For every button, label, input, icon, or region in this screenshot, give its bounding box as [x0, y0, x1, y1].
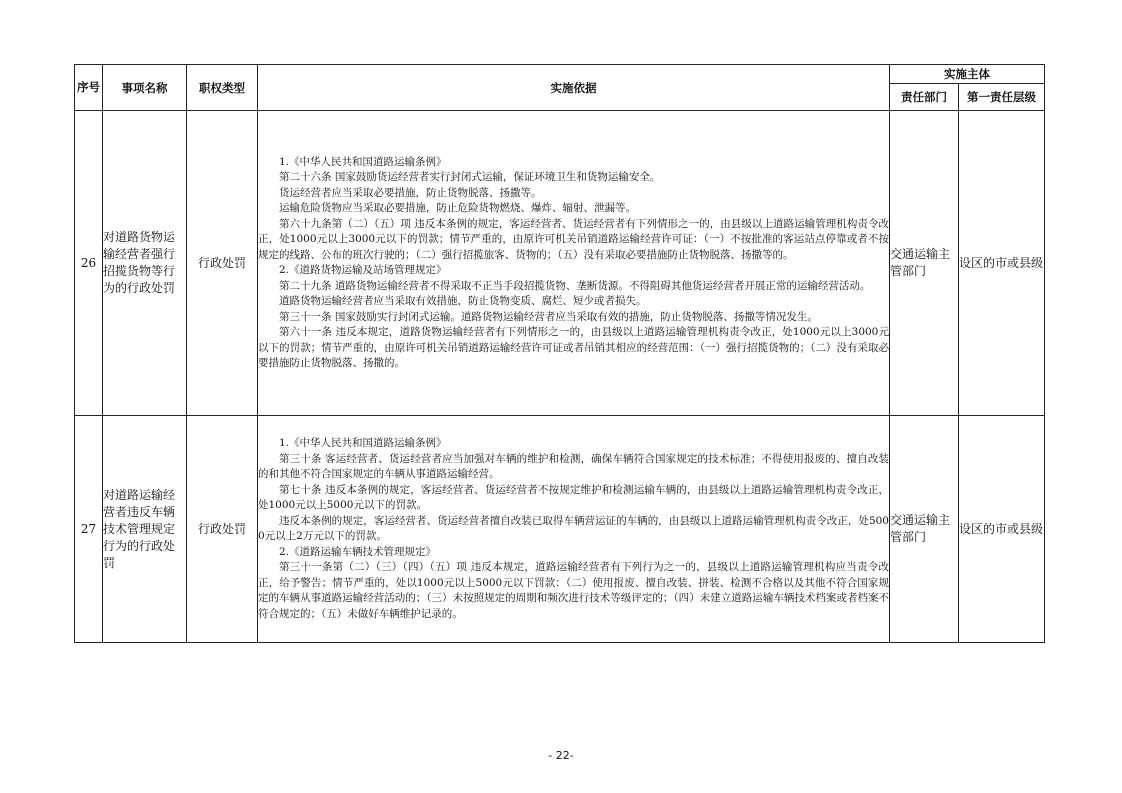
basis-paragraph: 2.《道路货物运输及站场管理规定》 — [279, 264, 447, 276]
table-row — [75, 111, 1045, 416]
table-row — [75, 416, 1045, 643]
basis-paragraph: 第三十条 客运经营者、货运经营者应当加强对车辆的维护和检测，确保车辆符合国家规定的技术标准；不得使用报废的、擅自改装的和其他不符合国家规定的车辆从事道路运输经营。 — [258, 452, 889, 480]
basis-paragraph: 道路货物运输经营者应当采取有效措施，防止货物变质、腐烂、短少或者损失。 — [279, 295, 647, 307]
enforcement-items-table — [74, 64, 1045, 643]
basis-paragraph: 第三十一条 国家鼓励实行封闭式运输。道路货物运输经营者应当采取有效的措施，防止货物脱落、扬撒等情况发生。 — [279, 310, 818, 323]
header-level: 第一责任层级 — [959, 84, 1045, 111]
row-seq: 27 — [75, 416, 103, 643]
row-dept: 交通运输主管部门 — [890, 111, 959, 416]
row-level: 设区的市或县级 — [959, 416, 1045, 643]
basis-paragraph: 运输危险货物应当采取必要措施，防止危险货物燃烧、爆炸、辐射、泄漏等。 — [279, 202, 636, 214]
header-dept: 责任部门 — [890, 84, 959, 111]
basis-paragraph: 第三十一条第（二）（三）（四）（五）项 违反本规定，道路运输经营者有下列行为之一的，县级以上道路运输管理机构应当责令改正，给予警告；情节严重的，处以1000元以上5000元以下罚款：（二）使用报废、擅自改装、拼装、检测不合格以及其他不符合国家规定的车辆从事道路运输经营活动的；（三）未按照规定的周期和频次进行技术等级评定的；（四）未建立道路运输车辆技术档案或者档案不符合规定的；（五）未做好车辆维护记录的。 — [258, 561, 889, 620]
basis-paragraph: 第七十条 违反本条例的规定，客运经营者、货运经营者不按规定维护和检测运输车辆的，由县级以上道路运输管理机构责令改正，处1000元以上5000元以下的罚款。 — [258, 483, 889, 511]
row-item-name: 对道路货物运输经营者强行招揽货物等行为的行政处罚 — [103, 111, 187, 416]
header-item-name: 事项名称 — [103, 65, 187, 111]
header-basis: 实施依据 — [258, 65, 890, 111]
basis-paragraph: 第六十九条第（二）（五）项 违反本条例的规定，客运经营者、货运经营者有下列情形之一的，由县级以上道路运输管理机构责令改正，处1000元以上3000元以下的罚款；情节严重的，由原许可机关吊销道路运输经营许可证：（一）不按批准的客运站点停靠或者不按规定的线路、公布的班次行驶的；（二）强行招揽旅客、货物的；（五）没有采取必要措施防止货物脱落、扬撒等的。 — [258, 217, 889, 261]
basis-paragraph: 违反本条例的规定，客运经营者、货运经营者擅自改装已取得车辆营运证的车辆的，由县级以上道路运输管理机构责令改正，处5000元以上2万元以下的罚款。 — [258, 514, 889, 542]
header-seq: 序号 — [75, 65, 103, 111]
row-basis — [258, 416, 890, 643]
row-level: 设区的市或县级 — [959, 111, 1045, 416]
basis-paragraph: 货运经营者应当采取必要措施，防止货物脱落、扬撒等。 — [279, 186, 542, 199]
row-item-name: 对道路运输经营者违反车辆技术管理规定行为的行政处罚 — [103, 416, 187, 643]
row-basis — [258, 111, 890, 416]
row-seq: 26 — [75, 111, 103, 416]
header-subject: 实施主体 — [890, 65, 1045, 84]
row-power-type: 行政处罚 — [187, 111, 258, 416]
basis-paragraph: 1.《中华人民共和国道路运输条例》 — [279, 437, 447, 449]
basis-paragraph: 第二十六条 国家鼓励货运经营者实行封闭式运输，保证环境卫生和货物运输安全。 — [279, 171, 661, 183]
header-power-type: 职权类型 — [187, 65, 258, 111]
basis-paragraph: 1.《中华人民共和国道路运输条例》 — [279, 155, 447, 168]
row-dept: 交通运输主管部门 — [890, 416, 959, 643]
page-number: - 22- — [548, 749, 574, 762]
basis-paragraph: 第二十九条 道路货物运输经营者不得采取不正当手段招揽货物、垄断货源。不得阻碍其他货运经营者开展正常的运输经营活动。 — [279, 279, 871, 292]
basis-paragraph: 2.《道路运输车辆技术管理规定》 — [279, 545, 437, 558]
row-power-type: 行政处罚 — [187, 416, 258, 643]
basis-paragraph: 第六十一条 违反本规定，道路货物运输经营者有下列情形之一的，由县级以上道路运输管理机构责令改正，处1000元以上3000元以下的罚款；情节严重的，由原许可机关吊销道路运输经营许可证或者吊销其相应的经营范围：（一）强行招揽货物的；（二）没有采取必要措施防止货物脱落、扬撒的。 — [258, 326, 889, 369]
